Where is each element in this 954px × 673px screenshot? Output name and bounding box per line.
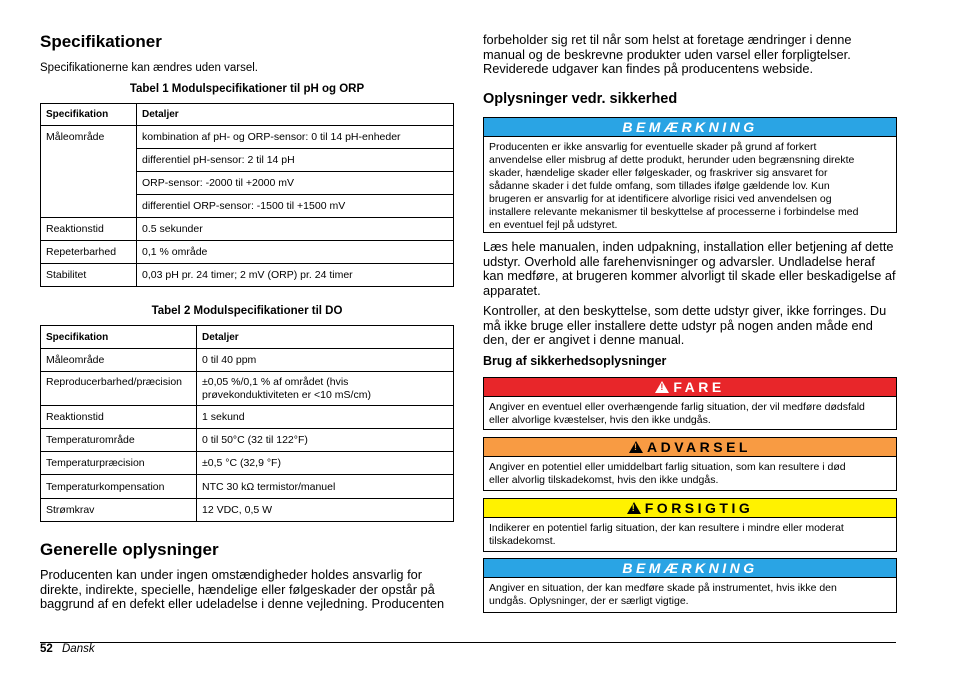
table-cell: differentiel ORP-sensor: -1500 til +1500 mV [137,195,454,218]
text-line: eller alvorlig tilskadekomst, hvis den ikke undgås. [489,474,719,486]
footer [40,643,95,655]
warning-triangle-icon [655,381,669,393]
text-line: manual og de beskrevne produkter uden varsel eller forpligtelser. [483,46,851,62]
danger-box [483,377,897,430]
text-line: Kontroller, at den beskyttelse, som dette udstyr giver, ikke forringes. Du [483,303,887,318]
danger-label: FARE [673,379,725,395]
table-cell: Temperaturkompensation [41,475,197,499]
table-row [41,406,454,429]
text-line: Angiver en potentiel eller umiddelbart farlig situation, som kan resultere i død [489,461,846,473]
table-cell: ±0,05 %/0,1 % af området (hvis prøvekonduktiviteten er <10 mS/cm) [197,372,454,406]
table-header-cell: Specifikation [41,104,137,126]
table-row [41,241,454,264]
footer-language: Dansk [62,643,95,655]
safety-title: Oplysninger vedr. sikkerhed [483,91,678,107]
general-info-continued [483,33,903,77]
table-cell: Temperaturpræcision [41,452,197,475]
general-info-paragraph [40,568,460,612]
table-header-cell: Detaljer [137,104,454,126]
note-body [484,578,896,608]
table2 [40,325,454,522]
table-row [41,349,454,372]
caution-body [484,518,896,548]
table-cell: Strømkrav [41,499,197,522]
text-line: kan medføre, at brugeren kommer alvorligt til skade eller beskadigelse af [483,268,896,284]
table-cell: Reaktionstid [41,406,197,429]
footer-divider [40,642,896,643]
text-line: installere relevante mekanismer til beskyttelse af processerne i forbindelse med [489,206,859,218]
table-row [41,452,454,475]
note-box-1 [483,117,897,233]
text-line: Producenten kan under ingen omstændigheder holdes ansvarlig for [40,567,423,582]
text-line: Reviderede udgaver kan findes på producentens webside. [483,61,814,77]
table-cell: Reproducerbarhed/præcision [41,372,197,406]
warning-triangle-icon [629,441,643,453]
text-line: apparatet. [483,282,541,298]
text-line: baggrund af en defekt eller udeladelse i denne vejledning. Producenten [40,596,445,612]
text-line: eller alvorlige kvæstelser, hvis den ikke undgås. [489,414,711,426]
table-cell: 0,1 % område [137,241,454,264]
table-header-row [41,326,454,349]
text-line: sådanne skader i det fulde omfang, som tillades ifølge gældende lov. Kun [489,180,830,192]
table-row [41,475,454,499]
warning-triangle-icon [627,502,641,514]
table-cell: NTC 30 kΩ termistor/manuel [197,475,454,499]
caution-label: FORSIGTIG [644,500,754,516]
table-cell: Temperaturområde [41,429,197,452]
table-cell: Måleområde [41,349,197,372]
table-cell: 0,03 pH pr. 24 timer; 2 mV (ORP) pr. 24 timer [137,264,454,287]
table-row [41,126,454,149]
table-cell: 0.5 sekunder [137,218,454,241]
text-line: den, der er angivet i denne manual. [483,332,685,348]
table-row [41,372,454,406]
text-line: skader, hændelige skader eller følgeskader, og fraskriver sig ansvaret for [489,167,828,179]
table-cell: Stabilitet [41,264,137,287]
safety-paragraph-2 [483,304,903,348]
safety-paragraph-1 [483,240,903,298]
danger-header [484,378,896,397]
table1-caption: Tabel 1 Modulspecifikationer til pH og ORP [129,83,365,95]
warning-label: ADVARSEL [647,439,751,455]
table-row [41,218,454,241]
table-cell: 0 til 40 ppm [197,349,454,372]
table-header-cell: Specifikation [41,326,197,349]
text-line: Angiver en eventuel eller overhængende farlig situation, der vil medføre dødsfald [489,401,865,413]
text-line: Producenten er ikke ansvarlig for eventuelle skader på grund af forkert [489,141,817,153]
specifications-title: Specifikationer [40,32,162,51]
text-line: en eventuel fejl på udstyret. [489,219,618,231]
text-line: forbeholder sig ret til når som helst at foretage ændringer i denne [483,32,852,47]
table-cell: Repeterbarhed [41,241,137,264]
table-cell: 12 VDC, 0,5 W [197,499,454,522]
note-header: BEMÆRKNING [484,118,896,137]
text-line: direkte, indirekte, specielle, hændelige eller følgeskader der opstår på [40,581,435,597]
table-cell: Måleområde [41,126,137,218]
table-row [41,429,454,452]
note-box-2 [483,558,897,613]
warning-box [483,437,897,491]
text-line: anvendelse eller misbrug af dette produkt, herunder uden begrænsning direkte [489,154,855,166]
table-cell: ORP-sensor: -2000 til +2000 mV [137,172,454,195]
table-cell: 1 sekund [197,406,454,429]
text-line: Indikerer en potentiel farlig situation, der kan resultere i mindre eller moderat [489,522,844,534]
note-body [484,137,896,232]
table1 [40,103,454,287]
table2-caption: Tabel 2 Modulspecifikationer til DO [151,305,343,317]
table-row [41,499,454,522]
general-info-title: Generelle oplysninger [40,540,219,559]
warning-header [484,438,896,457]
text-line: udstyr. Overhold alle farehenvisninger og advarsler. Undladelse heraf [483,253,875,269]
text-line: undgås. Oplysninger, der er særligt vigtige. [489,595,689,607]
table-cell: differentiel pH-sensor: 2 til 14 pH [137,149,454,172]
specifications-intro: Specifikationerne kan ændres uden varsel. [40,62,258,74]
table-cell: kombination af pH- og ORP-sensor: 0 til 14 pH-enheder [137,126,454,149]
text-line: brugeren er ansvarlig for at identificere alvorlige risici ved anvendelsen og [489,193,832,205]
warning-body [484,457,896,487]
page-number: 52 [40,643,53,655]
caution-header [484,499,896,518]
table-cell: Reaktionstid [41,218,137,241]
table-row [41,264,454,287]
table-cell: ±0,5 °C (32,9 °F) [197,452,454,475]
text-line: tilskadekomst. [489,535,556,547]
text-line: Læs hele manualen, inden udpakning, installation eller betjening af dette [483,239,894,254]
text-line: Angiver en situation, der kan medføre skade på instrumentet, hvis ikke den [489,582,837,594]
table-header-row [41,104,454,126]
caution-box [483,498,897,552]
table-cell: 0 til 50°C (32 til 122°F) [197,429,454,452]
text-line: må ikke bruge eller installere dette udstyr på nogen anden måde end [483,317,873,333]
table-header-cell: Detaljer [197,326,454,349]
usage-title: Brug af sikkerhedsoplysninger [483,354,667,368]
danger-body [484,397,896,427]
note-header: BEMÆRKNING [484,559,896,578]
